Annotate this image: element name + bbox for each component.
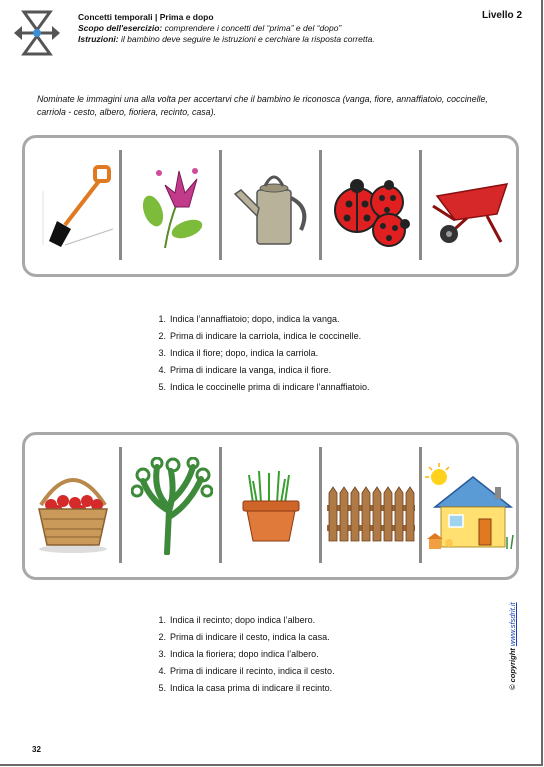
wheelbarrow-icon[interactable] [427,176,515,251]
level-label: Livello 2 [481,10,522,21]
logo-icon [12,8,62,58]
shovel-icon[interactable] [35,163,115,253]
list-item [150,629,335,646]
item-text: Prima di indicare la vanga, indica il fiore. [170,365,332,375]
instruction-list-2 [150,612,335,697]
ladybugs-icon[interactable] [327,168,415,253]
scope-text: comprendere i concetti del “prima” e del “dopo” [162,23,342,33]
list-item [150,663,335,680]
list-item [150,379,369,396]
divider [419,150,422,260]
copyright-notice [508,602,517,690]
house-icon[interactable] [425,463,517,555]
item-text: Indica il fiore; dopo, indica la carriola. [170,348,319,358]
page-number: 32 [32,745,41,754]
flower-pot-icon[interactable] [231,469,313,549]
item-number: 3. [158,348,166,358]
item-number: 4. [158,666,166,676]
flower-icon[interactable] [135,163,215,255]
item-number: 1. [158,615,166,625]
copyright-label: © copyright [508,646,517,690]
image-row-1 [22,135,519,277]
basket-icon[interactable] [33,465,115,555]
list-item [150,362,369,379]
list-item [150,311,369,328]
item-text: Indica la casa prima di indicare il recinto. [170,683,333,693]
list-item [150,328,369,345]
divider [319,150,322,260]
tree-icon[interactable] [131,457,213,555]
item-number: 4. [158,365,166,375]
item-text: Prima di indicare il recinto, indica il cesto. [170,666,335,676]
scope-label: Scopo dell'esercizio: [78,23,163,33]
watering-can-icon[interactable] [231,168,316,253]
item-text: Indica la fioriera; dopo indica l’albero. [170,649,319,659]
header-title: Concetti temporali | Prima e dopo [78,12,214,22]
naming-instruction: Nominate le immagini una alla volta per accertarvi che il bambino le riconosca (vanga, fiore, annaffiatoio, coccinelle, carriola - cesto, albero, fioriera, recinto, casa). [37,94,488,117]
item-text: Indica le coccinelle prima di indicare l’annaffiatoio. [170,382,370,392]
item-text: Prima di indicare il cesto, indica la casa. [170,632,330,642]
divider [319,447,322,563]
divider [219,447,222,563]
list-item [150,646,335,663]
copyright-link[interactable]: www.sfsdrit.it [508,602,517,647]
fence-icon[interactable] [327,483,415,543]
divider [219,150,222,260]
item-number: 2. [158,632,166,642]
instruction-list-1 [150,311,369,396]
item-number: 3. [158,649,166,659]
list-item [150,345,369,362]
item-number: 2. [158,331,166,341]
item-text: Prima di indicare la carriola, indica le coccinelle. [170,331,362,341]
instructions-text: il bambino deve seguire le istruzioni e cerchiare la risposta corretta. [118,34,375,44]
header [78,12,468,45]
item-number: 1. [158,314,166,324]
item-text: Indica il recinto; dopo indica l’albero. [170,615,316,625]
divider [119,150,122,260]
instructions-label: Istruzioni: [78,34,119,44]
list-item [150,612,335,629]
image-row-2 [22,432,519,580]
divider [119,447,122,563]
item-number: 5. [158,683,166,693]
list-item [150,680,335,697]
divider [419,447,422,563]
item-text: Indica l’annaffiatoio; dopo, indica la vanga. [170,314,340,324]
item-number: 5. [158,382,166,392]
